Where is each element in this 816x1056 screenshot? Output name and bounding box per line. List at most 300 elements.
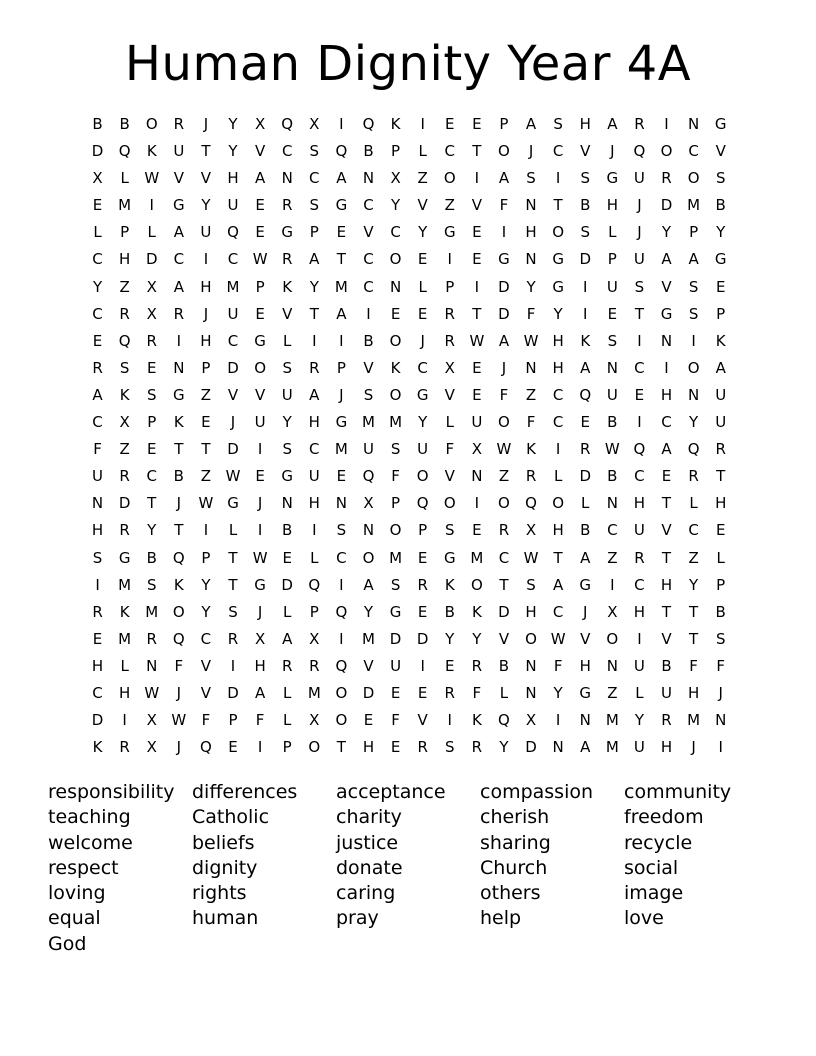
grid-letter[interactable]: H [606,196,618,215]
grid-letter[interactable]: Y [228,115,238,133]
grid-letter[interactable]: A [173,277,184,296]
grid-letter[interactable]: L [283,683,292,702]
grid-letter[interactable]: N [389,277,402,296]
grid-letter[interactable]: Q [335,142,348,161]
grid-letter[interactable]: K [282,277,293,296]
grid-letter[interactable]: V [200,683,212,702]
grid-letter[interactable]: D [389,629,402,648]
grid-letter[interactable]: T [174,521,184,540]
grid-letter[interactable]: Z [525,385,537,404]
grid-letter[interactable]: H [525,223,537,242]
grid-letter[interactable]: L [147,223,156,242]
grid-letter[interactable]: I [420,656,425,675]
grid-letter[interactable]: C [281,142,293,161]
grid-letter[interactable]: X [146,304,157,323]
grid-letter[interactable]: Q [579,385,592,404]
grid-letter[interactable]: M [118,575,132,594]
grid-letter[interactable]: X [92,169,103,188]
grid-letter[interactable]: F [93,440,102,459]
grid-letter[interactable]: N [525,656,537,675]
grid-letter[interactable]: I [366,304,371,323]
grid-letter[interactable]: H [660,385,673,404]
grid-letter[interactable]: V [417,711,428,730]
grid-letter[interactable]: Y [553,304,563,323]
grid-letter[interactable]: Z [119,277,130,296]
grid-letter[interactable]: X [525,521,537,540]
grid-letter[interactable]: Q [335,602,348,621]
grid-letter[interactable]: C [688,521,699,540]
grid-letter[interactable]: A [688,250,699,269]
grid-letter[interactable]: O [389,521,402,540]
grid-letter[interactable]: O [552,494,565,513]
grid-letter[interactable]: Z [607,548,618,567]
grid-letter[interactable]: B [282,521,293,540]
grid-letter[interactable]: I [339,629,344,648]
grid-letter[interactable]: Z [200,467,212,486]
grid-letter[interactable]: N [606,358,618,377]
grid-letter[interactable]: R [119,304,130,323]
grid-letter[interactable]: T [147,494,157,513]
grid-letter[interactable]: E [146,358,157,377]
grid-letter[interactable]: V [227,385,239,404]
grid-letter[interactable]: V [661,521,672,540]
grid-letter[interactable]: H [687,683,700,702]
grid-letter[interactable]: U [200,223,212,242]
grid-letter[interactable]: P [201,548,211,567]
grid-letter[interactable]: A [309,385,320,404]
grid-letter[interactable]: R [661,169,672,188]
grid-letter[interactable]: L [283,331,292,350]
grid-letter[interactable]: W [523,331,539,350]
grid-letter[interactable]: H [308,413,320,432]
grid-letter[interactable]: H [91,521,104,540]
grid-letter[interactable]: T [174,440,184,459]
grid-letter[interactable]: M [334,277,348,296]
grid-letter[interactable]: F [499,196,509,215]
grid-letter[interactable]: P [716,304,726,323]
grid-letter[interactable]: H [525,602,537,621]
grid-letter[interactable]: S [282,358,292,377]
grid-letter[interactable]: J [257,602,263,621]
grid-letter[interactable]: D [227,683,239,702]
grid-letter[interactable]: W [144,169,160,188]
grid-letter[interactable]: C [227,250,239,269]
grid-letter[interactable]: S [363,385,374,404]
grid-letter[interactable]: P [445,277,455,296]
grid-letter[interactable]: X [525,711,537,730]
grid-letter[interactable]: E [661,467,672,486]
grid-letter[interactable]: F [472,683,482,702]
grid-letter[interactable]: U [362,440,374,459]
grid-letter[interactable]: Z [607,683,618,702]
grid-letter[interactable]: E [445,115,455,133]
grid-letter[interactable]: Y [526,277,536,296]
grid-letter[interactable]: G [579,683,592,702]
grid-letter[interactable]: U [227,304,239,323]
grid-letter[interactable]: I [339,575,344,594]
grid-letter[interactable]: S [228,602,238,621]
grid-letter[interactable]: K [580,331,591,350]
grid-letter[interactable]: M [118,629,132,648]
grid-letter[interactable]: M [362,413,375,432]
grid-letter[interactable]: F [526,413,536,432]
grid-letter[interactable]: D [91,711,104,730]
grid-letter[interactable]: A [580,548,591,567]
grid-letter[interactable]: N [525,683,537,702]
grid-letter[interactable]: R [417,575,428,594]
grid-letter[interactable]: G [498,250,510,269]
grid-letter[interactable]: H [633,602,646,621]
grid-letter[interactable]: J [637,196,642,215]
grid-letter[interactable]: L [283,711,292,730]
grid-letter[interactable]: H [552,331,564,350]
grid-letter[interactable]: F [445,440,455,459]
grid-letter[interactable]: M [118,196,132,215]
grid-letter[interactable]: P [309,223,319,242]
grid-letter[interactable]: E [228,738,238,757]
grid-letter[interactable]: C [227,331,239,350]
grid-letter[interactable]: Y [472,629,482,648]
grid-letter[interactable]: I [637,413,642,432]
grid-letter[interactable]: Z [119,440,130,459]
grid-letter[interactable]: Y [201,196,211,215]
grid-letter[interactable]: Q [633,142,646,161]
grid-letter[interactable]: X [390,169,401,188]
grid-letter[interactable]: V [580,629,591,648]
grid-letter[interactable]: P [309,602,319,621]
grid-letter[interactable]: I [501,223,507,242]
grid-letter[interactable]: A [498,169,510,188]
grid-letter[interactable]: P [120,223,130,242]
grid-letter[interactable]: Q [118,331,131,350]
grid-letter[interactable]: G [254,575,266,594]
grid-letter[interactable]: B [715,602,726,621]
grid-letter[interactable]: U [173,142,185,161]
grid-letter[interactable]: Y [499,738,509,757]
grid-letter[interactable]: N [660,331,673,350]
grid-letter[interactable]: C [552,602,564,621]
grid-letter[interactable]: W [523,548,539,567]
grid-letter[interactable]: A [363,575,374,594]
grid-letter[interactable]: W [225,467,241,486]
grid-letter[interactable]: I [95,575,100,594]
grid-letter[interactable]: H [200,277,212,296]
grid-letter[interactable]: L [120,656,129,675]
grid-letter[interactable]: W [252,250,268,269]
grid-letter[interactable]: W [604,440,620,459]
grid-letter[interactable]: C [309,169,320,188]
grid-letter[interactable]: T [661,548,672,567]
grid-letter[interactable]: X [146,738,157,757]
grid-letter[interactable]: O [443,494,456,513]
grid-letter[interactable]: O [470,575,483,594]
grid-letter[interactable]: Q [118,142,131,161]
grid-letter[interactable]: O [660,142,673,161]
grid-letter[interactable]: B [580,196,591,215]
grid-letter[interactable]: J [203,304,209,323]
grid-letter[interactable]: B [146,548,157,567]
grid-letter[interactable]: E [715,521,726,540]
grid-letter[interactable]: Y [689,575,699,594]
grid-letter[interactable]: N [606,494,618,513]
grid-letter[interactable]: Y [147,521,157,540]
grid-letter[interactable]: R [309,656,320,675]
grid-letter[interactable]: D [227,440,239,459]
grid-letter[interactable]: F [526,304,536,323]
grid-letter[interactable]: O [687,169,700,188]
grid-letter[interactable]: E [472,223,482,242]
grid-letter[interactable]: O [525,629,537,648]
grid-letter[interactable]: N [687,385,700,404]
grid-letter[interactable]: F [174,656,184,675]
grid-letter[interactable]: T [661,602,672,621]
grid-letter[interactable]: D [498,304,510,323]
grid-letter[interactable]: M [605,738,619,757]
grid-letter[interactable]: H [660,575,673,594]
grid-letter[interactable]: R [146,331,157,350]
grid-letter[interactable]: S [526,169,536,188]
grid-letter[interactable]: O [389,385,402,404]
grid-letter[interactable]: E [255,223,265,242]
grid-letter[interactable]: Y [201,575,211,594]
grid-letter[interactable]: D [498,602,510,621]
grid-letter[interactable]: B [119,115,130,133]
grid-letter[interactable]: C [200,629,212,648]
grid-letter[interactable]: E [472,358,482,377]
grid-letter[interactable]: E [472,115,482,133]
grid-letter[interactable]: E [255,304,265,323]
grid-letter[interactable]: N [525,196,537,215]
grid-letter[interactable]: W [469,331,485,350]
grid-letter[interactable]: I [583,277,588,296]
grid-letter[interactable]: T [228,548,238,567]
grid-letter[interactable]: A [661,440,672,459]
grid-letter[interactable]: E [472,521,482,540]
grid-letter[interactable]: S [688,304,699,323]
grid-letter[interactable]: H [579,115,591,133]
grid-letter[interactable]: V [363,656,374,675]
grid-letter[interactable]: P [282,738,292,757]
grid-letter[interactable]: I [257,440,263,459]
grid-letter[interactable]: V [471,196,482,215]
grid-letter[interactable]: D [362,683,375,702]
grid-letter[interactable]: I [691,331,696,350]
grid-letter[interactable]: J [691,738,696,757]
grid-letter[interactable]: F [255,711,265,730]
grid-letter[interactable]: M [226,277,240,296]
grid-letter[interactable]: F [499,385,509,404]
grid-letter[interactable]: M [687,711,701,730]
grid-letter[interactable]: Y [92,277,103,296]
grid-letter[interactable]: D [145,250,158,269]
grid-letter[interactable]: U [606,385,618,404]
grid-letter[interactable]: S [119,358,130,377]
grid-letter[interactable]: L [608,223,617,242]
grid-letter[interactable]: S [92,548,103,567]
grid-letter[interactable]: Q [335,656,348,675]
grid-letter[interactable]: N [606,656,618,675]
grid-letter[interactable]: L [689,494,698,513]
grid-letter[interactable]: J [339,385,344,404]
grid-letter[interactable]: T [553,548,563,567]
grid-letter[interactable]: A [715,358,726,377]
grid-letter[interactable]: J [176,494,182,513]
grid-letter[interactable]: R [281,250,293,269]
grid-letter[interactable]: T [336,738,346,757]
grid-letter[interactable]: A [607,115,618,133]
grid-letter[interactable]: P [228,711,238,730]
grid-letter[interactable]: I [610,575,615,594]
grid-letter[interactable]: Z [200,385,212,404]
grid-letter[interactable]: D [498,277,510,296]
grid-letter[interactable]: W [144,683,160,702]
grid-letter[interactable]: I [149,196,154,215]
grid-letter[interactable]: I [447,250,452,269]
grid-letter[interactable]: C [92,250,103,269]
grid-letter[interactable]: K [390,115,401,133]
grid-letter[interactable]: N [173,358,185,377]
grid-letter[interactable]: E [634,385,645,404]
grid-letter[interactable]: F [391,467,400,486]
grid-letter[interactable]: S [309,142,320,161]
grid-letter[interactable]: N [91,494,104,513]
grid-letter[interactable]: N [281,169,293,188]
grid-letter[interactable]: S [445,738,455,757]
grid-letter[interactable]: H [308,494,320,513]
grid-letter[interactable]: G [173,196,185,215]
grid-letter[interactable]: C [552,142,564,161]
grid-letter[interactable]: C [92,413,103,432]
grid-letter[interactable]: W [550,629,566,648]
grid-letter[interactable]: V [498,629,510,648]
grid-letter[interactable]: C [146,467,157,486]
grid-letter[interactable]: O [389,250,402,269]
grid-letter[interactable]: E [445,656,455,675]
grid-letter[interactable]: E [282,548,292,567]
grid-letter[interactable]: C [634,575,645,594]
grid-letter[interactable]: P [147,413,157,432]
grid-letter[interactable]: I [555,440,561,459]
grid-letter[interactable]: J [501,358,507,377]
grid-letter[interactable]: Y [201,602,211,621]
grid-letter[interactable]: E [390,304,401,323]
grid-letter[interactable]: Y [418,413,428,432]
grid-letter[interactable]: R [119,521,130,540]
grid-letter[interactable]: V [444,385,455,404]
grid-letter[interactable]: E [715,277,726,296]
grid-letter[interactable]: Y [634,711,644,730]
grid-letter[interactable]: S [336,521,347,540]
grid-letter[interactable]: Q [281,115,294,133]
grid-letter[interactable]: Q [172,629,185,648]
grid-letter[interactable]: Z [417,169,428,188]
grid-letter[interactable]: A [309,250,320,269]
grid-letter[interactable]: U [606,277,618,296]
grid-letter[interactable]: B [661,656,672,675]
grid-letter[interactable]: D [227,358,239,377]
grid-letter[interactable]: B [498,656,510,675]
grid-letter[interactable]: B [715,196,726,215]
grid-letter[interactable]: R [498,521,510,540]
grid-letter[interactable]: R [227,629,239,648]
grid-letter[interactable]: H [660,738,673,757]
grid-letter[interactable]: J [718,683,723,702]
grid-letter[interactable]: N [525,358,537,377]
grid-letter[interactable]: S [526,575,536,594]
grid-letter[interactable]: I [583,304,588,323]
grid-letter[interactable]: V [254,142,266,161]
grid-letter[interactable]: C [363,196,374,215]
grid-letter[interactable]: M [307,683,321,702]
grid-letter[interactable]: E [363,711,374,730]
grid-letter[interactable]: E [92,196,103,215]
grid-letter[interactable]: K [119,385,130,404]
grid-letter[interactable]: S [146,575,157,594]
grid-letter[interactable]: R [173,304,185,323]
grid-letter[interactable]: T [201,142,211,161]
grid-letter[interactable]: P [689,223,699,242]
grid-letter[interactable]: F [391,711,400,730]
grid-letter[interactable]: V [417,196,428,215]
grid-letter[interactable]: T [201,440,211,459]
grid-letter[interactable]: L [581,494,590,513]
grid-letter[interactable]: F [201,711,211,730]
grid-letter[interactable]: J [176,738,182,757]
grid-letter[interactable]: H [633,494,646,513]
grid-letter[interactable]: M [605,711,619,730]
grid-letter[interactable]: I [474,494,480,513]
grid-letter[interactable]: G [416,385,429,404]
grid-letter[interactable]: V [580,142,591,161]
grid-letter[interactable]: N [687,115,700,133]
grid-letter[interactable]: U [254,413,266,432]
grid-letter[interactable]: C [688,142,699,161]
grid-letter[interactable]: X [607,602,618,621]
grid-letter[interactable]: E [201,413,211,432]
grid-letter[interactable]: G [281,467,294,486]
grid-letter[interactable]: J [637,223,642,242]
grid-letter[interactable]: U [471,413,483,432]
grid-letter[interactable]: N [715,711,727,730]
grid-letter[interactable]: C [390,223,401,242]
grid-letter[interactable]: H [552,358,564,377]
grid-letter[interactable]: Q [525,494,537,513]
grid-letter[interactable]: H [200,331,212,350]
grid-letter[interactable]: X [444,358,455,377]
grid-letter[interactable]: O [443,169,456,188]
grid-letter[interactable]: N [525,250,537,269]
grid-letter[interactable]: D [525,738,537,757]
grid-letter[interactable]: K [390,358,401,377]
grid-letter[interactable]: G [552,277,564,296]
grid-letter[interactable]: H [579,656,591,675]
grid-letter[interactable]: Z [688,548,699,567]
grid-letter[interactable]: G [443,223,456,242]
grid-letter[interactable]: I [718,738,723,757]
grid-letter[interactable]: Y [363,602,374,621]
grid-letter[interactable]: O [606,629,619,648]
grid-letter[interactable]: E [607,304,618,323]
grid-letter[interactable]: V [363,223,374,242]
grid-letter[interactable]: C [634,467,645,486]
grid-letter[interactable]: K [173,413,184,432]
grid-letter[interactable]: S [553,115,563,133]
grid-letter[interactable]: E [390,738,401,757]
grid-letter[interactable]: R [715,440,726,459]
grid-letter[interactable]: C [309,440,320,459]
grid-letter[interactable]: Q [227,223,239,242]
grid-letter[interactable]: R [444,304,455,323]
